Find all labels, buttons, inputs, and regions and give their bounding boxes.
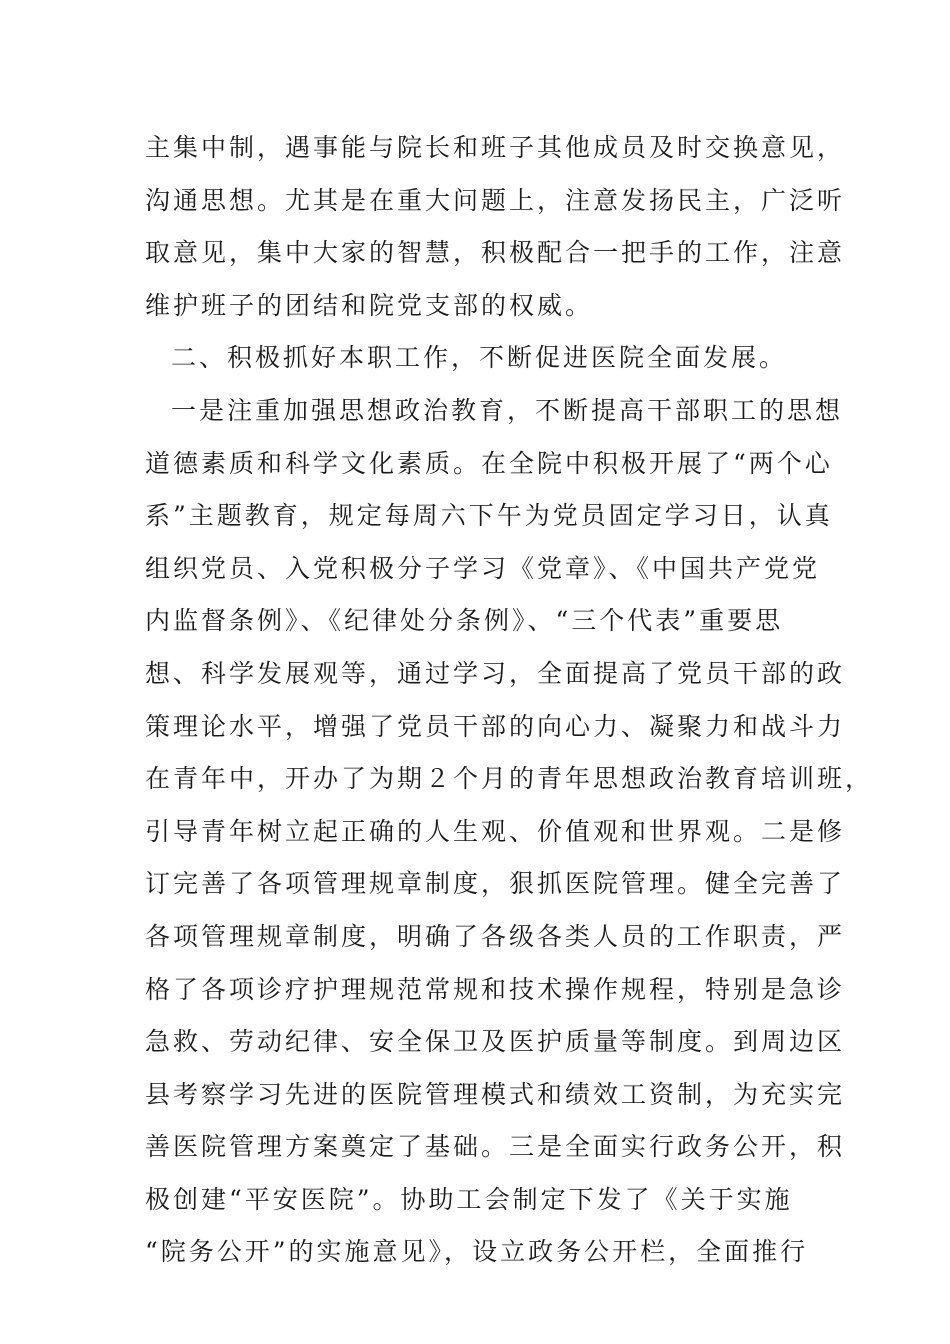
text-line: 引导青年树立起正确的人生观、价值观和世界观。二是修 <box>145 816 846 846</box>
text-line: 善医院管理方案奠定了基础。三是全面实行政务公开，积 <box>145 1132 846 1162</box>
text-line: 极创建“平安医院”。协助工会制定下发了《关于实施 <box>145 1184 793 1214</box>
text-line: “院务公开”的实施意见》，设立政务公开栏，全面推行 <box>145 1237 809 1267</box>
section-heading: 二、积极抓好本职工作，不断促进医院全面发展。 <box>171 343 788 373</box>
text-line: 急救、劳动纪律、安全保卫及医护质量等制度。到周边区 <box>145 1027 846 1057</box>
body-text <box>145 122 874 1279</box>
text-line: 组织党员、入党积极分子学习《党章》、《中国共产党党 <box>145 553 821 583</box>
text-line: 沟通思想。尤其是在重大问题上，注意发扬民主，广泛听 <box>145 185 846 215</box>
text-line: 主集中制，遇事能与院长和班子其他成员及时交换意见， <box>145 133 846 162</box>
text-line: 维护班子的团结和院党支部的权威。 <box>145 290 594 320</box>
text-line: 取意见，集中大家的智慧，积极配合一把手的工作，注意 <box>145 238 846 268</box>
text-line: 想、科学发展观等，通过学习，全面提高了党员干部的政 <box>145 658 846 688</box>
text-line: 各项管理规章制度，明确了各级各类人员的工作职责，严 <box>145 921 846 951</box>
text-line: 内监督条例》、《纪律处分条例》、“三个代表”重要思 <box>145 606 784 636</box>
text-line: 县考察学习先进的医院管理模式和绩效工资制，为充实完 <box>145 1079 846 1109</box>
text-line: 订完善了各项管理规章制度，狠抓医院管理。健全完善了 <box>145 869 846 899</box>
paragraph-first-line: 一是注重加强思想政治教育，不断提高干部职工的思想 <box>171 395 844 425</box>
text-line: 系”主题教育，规定每周六下午为党员固定学习日，认真 <box>145 501 833 531</box>
text-line: 格了各项诊疗护理规范常规和技术操作规程，特别是急诊 <box>145 974 846 1004</box>
text-line: 道德素质和科学文化素质。在全院中积极开展了“两个心 <box>145 448 833 478</box>
text-line: 策理论水平，增强了党员干部的向心力、凝聚力和战斗力 <box>145 711 846 741</box>
text-line: 在青年中，开办了为期２个月的青年思想政治教育培训班， <box>145 764 874 794</box>
